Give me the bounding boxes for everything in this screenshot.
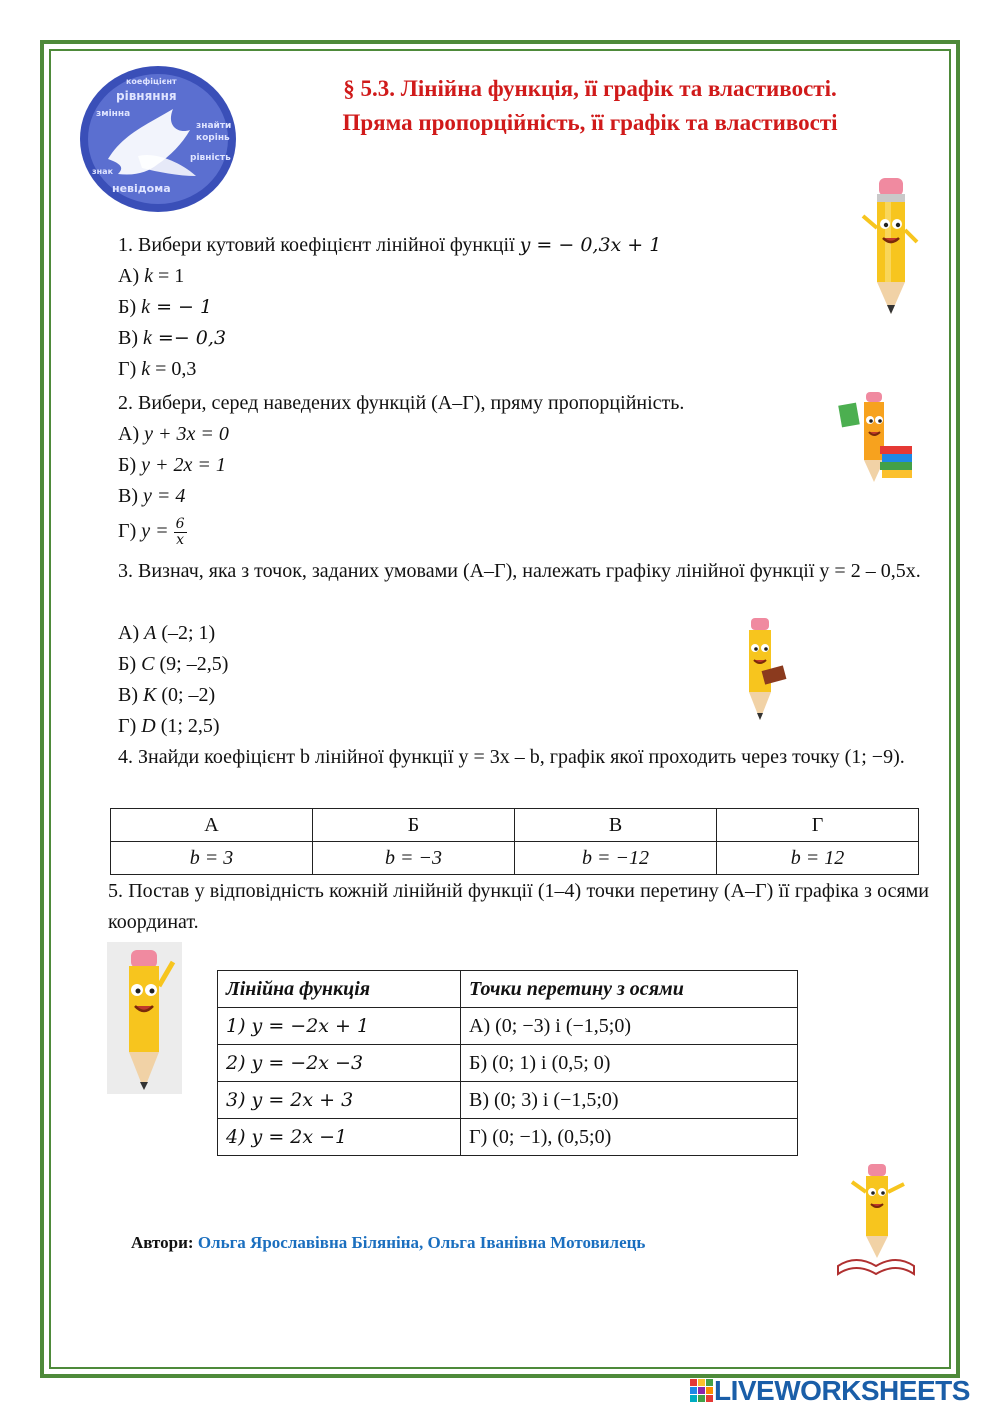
q4-header-a: А — [111, 809, 313, 842]
q2-option-b[interactable] — [118, 452, 226, 478]
title-line-1: § 5.3. Лінійна функція, її графік та властивості. — [343, 76, 837, 101]
authors-line — [131, 1233, 645, 1253]
q5-function-2[interactable]: 2) y = −2x −3 — [218, 1045, 461, 1082]
q1-option-d[interactable] — [118, 356, 196, 382]
liveworksheets-grid-icon — [690, 1379, 714, 1403]
q2-option-c-label: В) — [118, 485, 138, 507]
q1-option-b-value: = − 1 — [150, 296, 213, 318]
q1-option-b[interactable] — [118, 294, 212, 320]
q5-matching-table — [217, 970, 798, 1156]
q3-option-a-point: A — [144, 622, 157, 644]
q2-option-d-fraction — [174, 517, 187, 548]
q5-function-1[interactable]: 1) y = −2x + 1 — [218, 1008, 461, 1045]
q5-header-function: Лінійна функція — [218, 971, 461, 1008]
q1-option-d-label: Г) — [118, 358, 137, 380]
q1-option-c-var: k — [143, 327, 152, 349]
q3-option-a-coords: (–2; 1) — [156, 622, 216, 644]
logo-word-7: невідома — [112, 182, 171, 195]
q1-option-a-label: А) — [118, 265, 140, 287]
q1-option-d-var: k — [141, 358, 151, 380]
q2-option-d-lhs: y = — [141, 520, 174, 542]
q4-value-c[interactable]: b = −12 — [515, 842, 717, 875]
q5-row-1 — [218, 1008, 798, 1045]
q2-option-b-value: y + 2x = 1 — [141, 454, 226, 476]
q3-option-d[interactable] — [118, 713, 220, 739]
q3-option-c-coords: (0; –2) — [156, 684, 216, 706]
pencil-with-books-icon — [836, 390, 916, 486]
pencil-character-icon — [855, 168, 925, 318]
q1-option-b-var: k — [141, 296, 151, 318]
q3-option-c-point: K — [143, 684, 157, 706]
q4-header-b: Б — [313, 809, 515, 842]
q5-row-4 — [218, 1119, 798, 1156]
logo-word-1: рівняння — [116, 89, 177, 103]
q3-option-c[interactable] — [118, 682, 215, 708]
q2-option-d[interactable] — [118, 513, 187, 549]
pencil-reading-icon — [733, 616, 788, 724]
pencil-waving-icon — [107, 942, 182, 1094]
question-3-text: 3. Визнач, яка з точок, заданих умовами (А–Г), належать графіку лінійної функції y = 2 – 0,5x. — [118, 560, 921, 582]
q1-option-c-value: =− 0,3 — [151, 327, 227, 349]
q3-option-a[interactable] — [118, 620, 215, 646]
title-line-2: Пряма пропорційність, її графік та властивості — [342, 110, 838, 135]
authors-label: Автори: — [131, 1233, 194, 1252]
q4-header-c: В — [515, 809, 717, 842]
q5-points-a[interactable]: А) (0; −3) і (−1,5;0) — [461, 1008, 798, 1045]
q5-row-3 — [218, 1082, 798, 1119]
q1-option-b-label: Б) — [118, 296, 137, 318]
q1-option-d-value: = 0,3 — [150, 358, 197, 380]
q1-option-a-value: = 1 — [153, 265, 185, 287]
q5-row-2 — [218, 1045, 798, 1082]
q1-option-c-label: В) — [118, 327, 138, 349]
q4-header-row — [111, 809, 919, 842]
q5-points-d[interactable]: Г) (0; −1), (0,5;0) — [461, 1119, 798, 1156]
q4-value-d[interactable]: b = 12 — [717, 842, 919, 875]
q1-option-a[interactable] — [118, 263, 184, 289]
question-5-text: 5. Постав у відповідність кожній лінійній функції (1–4) точки перетину (А–Г) її графіка з осями координат. — [108, 880, 929, 933]
fraction-numerator: 6 — [175, 515, 185, 532]
q2-option-c[interactable] — [118, 483, 185, 509]
q3-option-c-label: В) — [118, 684, 138, 706]
q5-header-row — [218, 971, 798, 1008]
question-4-text: 4. Знайди коефіцієнт b лінійної функції y = 3x – b, графік якої проходить через точку (1; −9). — [118, 746, 905, 768]
q4-value-a[interactable]: b = 3 — [111, 842, 313, 875]
q5-function-3[interactable]: 3) y = 2x + 3 — [218, 1082, 461, 1119]
q1-option-c[interactable] — [118, 325, 226, 351]
question-2-text: 2. Вибери, серед наведених функцій (А–Г), пряму пропорційність. — [118, 392, 685, 414]
q2-option-a-label: А) — [118, 423, 140, 445]
logo-word-4: знайти — [196, 121, 232, 131]
q5-function-4[interactable]: 4) y = 2x −1 — [218, 1119, 461, 1156]
q3-option-b[interactable] — [118, 651, 228, 677]
q4-answer-table — [110, 808, 919, 875]
logo-word-2: коефіцієнт — [126, 77, 177, 86]
q3-option-b-label: Б) — [118, 653, 137, 675]
q2-option-a[interactable] — [118, 421, 229, 447]
dove-logo-image — [78, 64, 238, 214]
authors-names: Ольга Ярославівна Біляніна, Ольга Іванівна Мотовилець — [197, 1233, 646, 1252]
q4-value-b[interactable]: b = −3 — [313, 842, 515, 875]
q3-option-d-coords: (1; 2,5) — [155, 715, 220, 737]
q2-option-d-label: Г) — [118, 520, 137, 542]
q5-header-points: Точки перетину з осями — [461, 971, 798, 1008]
q3-option-b-point: C — [141, 653, 155, 675]
page-title — [270, 72, 910, 140]
liveworksheets-wordmark: LIVEWORKSHEETS — [714, 1375, 970, 1406]
logo-word-3: змінна — [96, 109, 131, 119]
q5-points-c[interactable]: В) (0; 3) і (−1,5;0) — [461, 1082, 798, 1119]
q3-option-a-label: А) — [118, 622, 140, 644]
fraction-denominator: x — [176, 531, 185, 548]
q4-header-d: Г — [717, 809, 919, 842]
q2-option-c-value: y = 4 — [143, 485, 186, 507]
question-1-text — [118, 232, 661, 258]
q3-option-d-point: D — [141, 715, 156, 737]
q1-option-a-var: k — [144, 265, 153, 287]
q2-option-b-label: Б) — [118, 454, 137, 476]
q3-option-b-coords: (9; –2,5) — [154, 653, 229, 675]
logo-word-6: рівність — [190, 153, 231, 163]
q5-points-b[interactable]: Б) (0; 1) і (0,5; 0) — [461, 1045, 798, 1082]
logo-word-5: корінь — [196, 133, 230, 143]
q1-prompt: 1. Вибери кутовий коефіцієнт лінійної функції — [118, 234, 515, 256]
q4-values-row — [111, 842, 919, 875]
q2-option-a-value: y + 3x = 0 — [144, 423, 229, 445]
q3-option-d-label: Г) — [118, 715, 137, 737]
liveworksheets-logo[interactable] — [690, 1376, 970, 1406]
logo-word-8: знак — [92, 167, 114, 176]
pencil-open-book-icon — [834, 1162, 916, 1280]
q1-formula: y = − 0,3x + 1 — [519, 234, 662, 256]
